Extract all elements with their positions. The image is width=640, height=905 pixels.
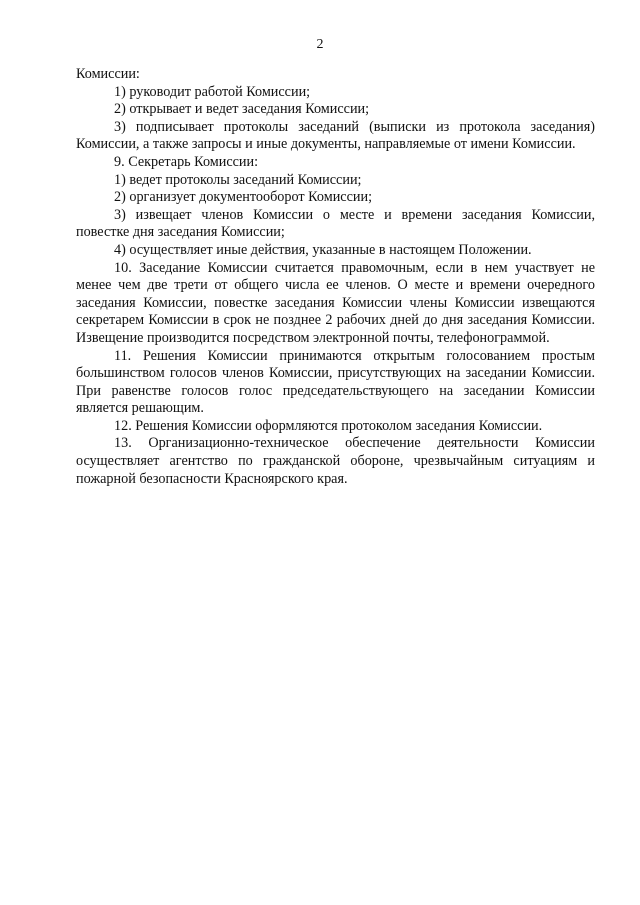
paragraph-chair-duty-3: 3) подписывает протоколы заседаний (выписки из протокола заседания) Комиссии, а также запросы и иные документы, направляемые от имени Комиссии. — [76, 118, 595, 153]
document-body — [76, 66, 595, 488]
paragraph-clause-9: 9. Секретарь Комиссии: — [114, 153, 259, 170]
paragraph-clause-12: 12. Решения Комиссии оформляются протоколом заседания Комиссии. — [114, 417, 543, 434]
paragraph-clause-11: 11. Решения Комиссии принимаются открытым голосованием простым большинством голосов членов Комиссии, присутствующих на заседании Комиссии. При равенстве голосов голос председательствующего на заседании Комиссии является решающим. — [76, 347, 595, 417]
paragraph-secretary-duty-3: 3) извещает членов Комиссии о месте и времени заседания Комиссии, повестке дня заседания Комиссии; — [76, 206, 595, 241]
paragraph-clause-13: 13. Организационно-техническое обеспечение деятельности Комиссии осуществляет агентство по гражданской обороне, чрезвычайным ситуациям и пожарной безопасности Красноярского края. — [76, 435, 595, 487]
page-number: 2 — [316, 37, 324, 52]
paragraph-continuation: Комиссии: — [76, 66, 140, 82]
paragraph-secretary-duty-1: 1) ведет протоколы заседаний Комиссии; — [114, 171, 362, 188]
paragraph-chair-duty-2: 2) открывает и ведет заседания Комиссии; — [114, 101, 370, 118]
paragraph-secretary-duty-2: 2) организует документооборот Комиссии; — [114, 189, 373, 206]
paragraph-chair-duty-1: 1) руководит работой Комиссии; — [114, 83, 311, 100]
paragraph-secretary-duty-4: 4) осуществляет иные действия, указанные в настоящем Положении. — [114, 241, 532, 258]
paragraph-clause-10: 10. Заседание Комиссии считается правомочным, если в нем участвует не менее чем две трети от общего числа ее членов. О месте и времени очередного заседания Комиссии, повестке заседания Комиссии члены Комиссии извещаются секретарем Комиссии в срок не позднее 2 рабочих дней до дня заседания Комиссии. Извещение производится посредством электронной почты, телефонограммой. — [76, 259, 595, 346]
